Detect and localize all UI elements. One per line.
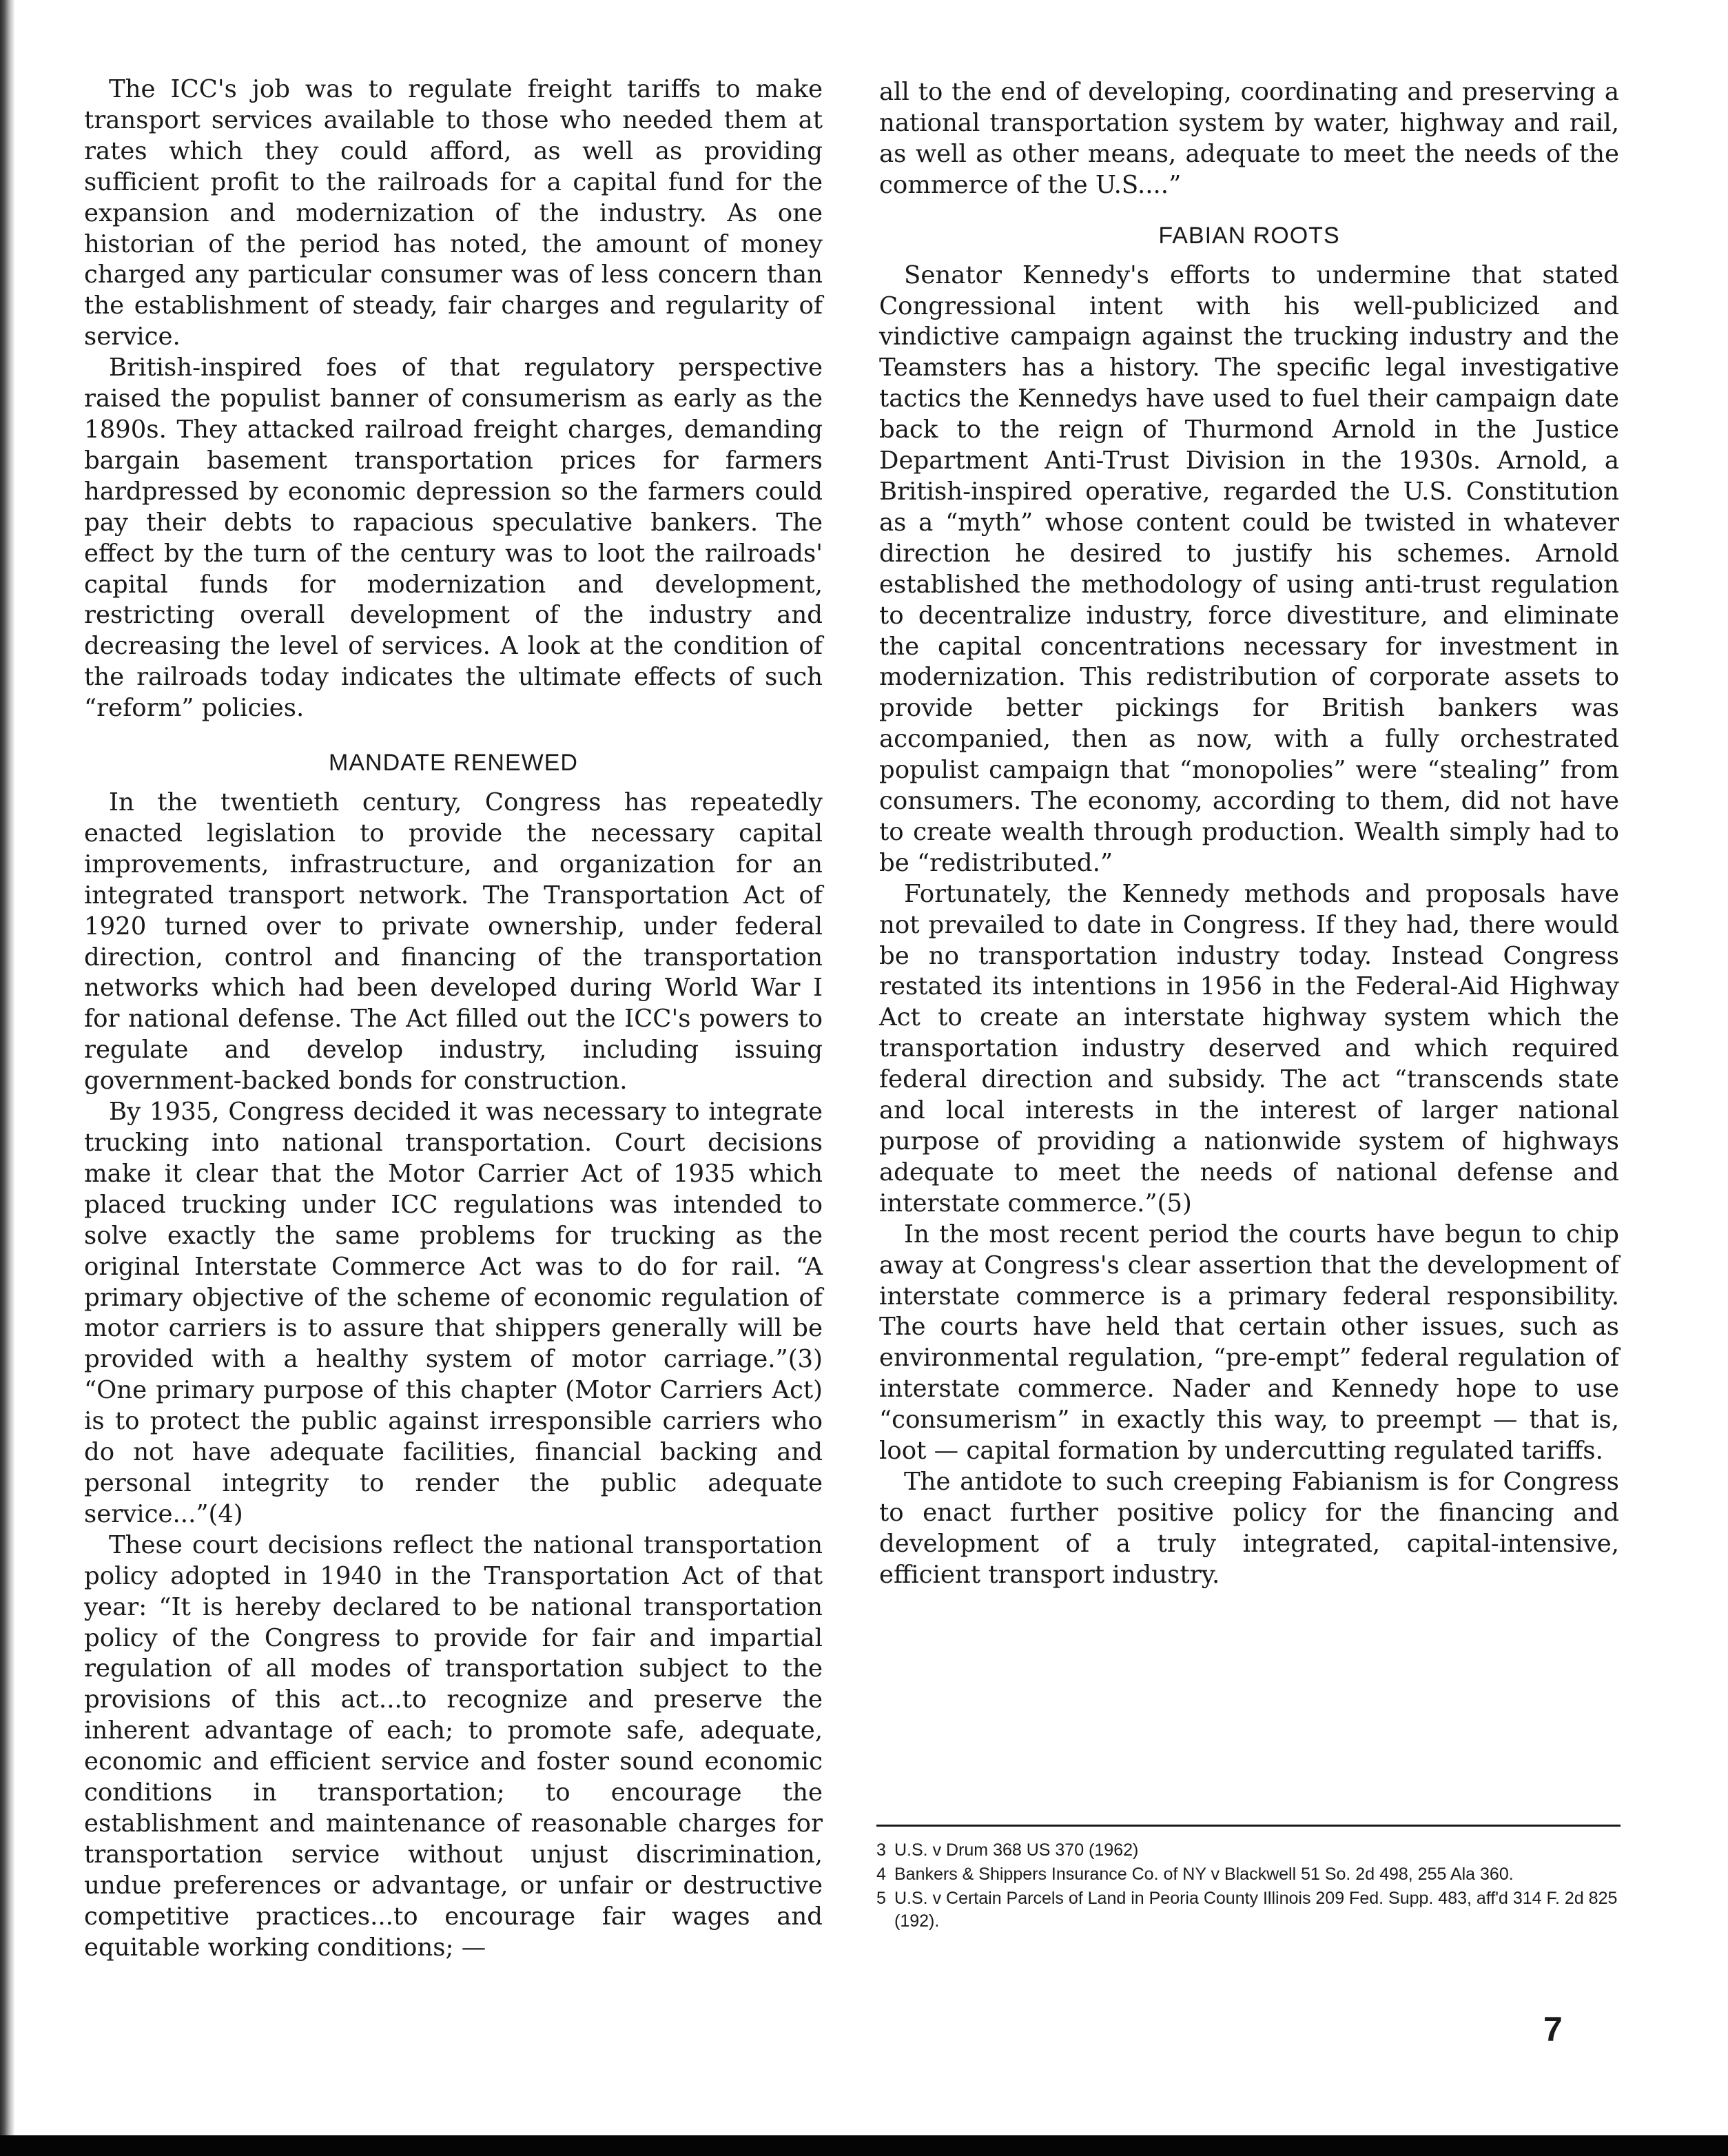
footnote-text: U.S. v Drum 368 US 370 (1962) xyxy=(894,1840,1139,1860)
right-paragraph-2: Senator Kennedy's efforts to undermine that stated Congressional intent with his well-publicized and vindictive campaign against the trucking industry and the Teamsters has a history. The specific legal investigative tactics the Kennedys have used to fuel their campaign date back to the reign of Thurmond Arnold in the Justice Department Anti-Trust Division in the 1930s. Arnold, a British-inspired operative, regarded the U.S. Constitution as a “myth” whose content could be twisted in whatever direction he desired to justify his schemes. Arnold established the methodology of using anti-trust regulation to decentralize industry, force divestiture, and eliminate the capital concentrations necessary for investment in modernization. This redistribution of corporate assets to provide better pickings for British bankers was accompanied, then as now, with a fully orchestrated populist campaign that “monopolies” were “stealing” from consumers. The economy, according to them, did not have to create wealth through production. Wealth simply had to be “redistributed.” xyxy=(879,260,1619,877)
right-column xyxy=(879,77,1619,1591)
page-number: 7 xyxy=(1543,2010,1563,2049)
left-paragraph-2: British-inspired foes of that regulatory perspective raised the populist banner of consumerism as early as the 1890s. They attacked railroad freight charges, demanding bargain basement transportation prices for farmers hardpressed by economic depression so the farmers could pay their debts to rapacious speculative bankers. The effect by the turn of the century was to loot the railroads' capital funds for modernization and development, restricting overall development of the industry and decreasing the level of services. A look at the condition of the railroads today indicates the ultimate effects of such “reform” policies. xyxy=(84,353,823,723)
footnote xyxy=(876,1863,1621,1886)
page-scan-edge xyxy=(0,0,15,2156)
footnote xyxy=(876,1887,1621,1933)
left-paragraph-4: By 1935, Congress decided it was necessary to integrate trucking into national transportation. Court decisions make it clear that the Motor Carrier Act of 1935 which placed trucking under ICC regulations was intended to solve exactly the same problems for trucking as the original Interstate Commerce Act was to do for rail. “A primary objective of the scheme of economic regulation of motor carriers is to assure that shippers generally will be provided with a healthy system of motor carriage.”(3) “One primary purpose of this chapter (Motor Carriers Act) is to protect the public against irresponsible carriers who do not have adequate facilities, financial backing and personal integrity to render the public adequate service...”(4) xyxy=(84,1098,823,1528)
right-paragraph-1: all to the end of developing, coordinating and preserving a national transportation system by water, highway and rail, as well as other means, adequate to meet the needs of the commerce of the U.S....” xyxy=(879,78,1619,199)
page-scan-bottom-edge xyxy=(0,2135,1728,2156)
footnote-number: 4 xyxy=(876,1865,886,1884)
footnote-text: Bankers & Shippers Insurance Co. of NY v Blackwell 51 So. 2d 498, 255 Ala 360. xyxy=(894,1865,1514,1884)
right-paragraph-4: In the most recent period the courts have begun to chip away at Congress's clear assertion that the development of interstate commerce is a primary federal responsibility. The courts have held that certain other issues, such as environmental regulation, “pre-empt” federal regulation of interstate commerce. Nader and Kennedy hope to use “consumerism” in exactly this way, to preempt — that is, loot — capital formation by undercutting regulated tariffs. xyxy=(879,1220,1619,1466)
footnote xyxy=(876,1839,1621,1862)
footnote-text: U.S. v Certain Parcels of Land in Peoria County Illinois 209 Fed. Supp. 483, aff'd 314 F. 2d 825 (192). xyxy=(894,1889,1618,1931)
left-column xyxy=(84,74,823,1963)
left-paragraph-5: These court decisions reflect the national transportation policy adopted in 1940 in the Transportation Act of that year: “It is hereby declared to be national transportation policy of the Congress to provide for fair and impartial regulation of all modes of transportation subject to the provisions of this act...to recognize and preserve the inherent advantage of each; to promote safe, adequate, economic and efficient service and foster sound economic conditions in transportation; to encourage the establishment and maintenance of reasonable charges for transportation service without unjust discrimination, undue preferences or advantage, or unfair or destructive competitive practices...to encourage fair wages and equitable working conditions; — xyxy=(84,1530,823,1962)
section-heading-mandate-renewed: MANDATE RENEWED xyxy=(329,750,578,777)
footnotes xyxy=(876,1825,1621,1934)
left-paragraph-3: In the twentieth century, Congress has repeatedly enacted legislation to provide the necessary capital improvements, infrastructure, and organization for an integrated transport network. The Transportation Act of 1920 turned over to private ownership, under federal direction, control and financing of the transportation networks which had been developed during World War I for national defense. The Act filled out the ICC's powers to regulate and develop industry, including issuing government-backed bonds for construction. xyxy=(84,788,823,1096)
right-paragraph-5: The antidote to such creeping Fabianism is for Congress to enact further positive policy for the financing and development of a truly integrated, capital-intensive, efficient transport industry. xyxy=(879,1467,1619,1589)
right-paragraph-3: Fortunately, the Kennedy methods and proposals have not prevailed to date in Congress. If they had, there would be no transportation industry today. Instead Congress restated its intentions in 1956 in the Federal-Aid Highway Act to create an interstate highway system which the transportation industry deserved and which required federal direction and subsidy. The act “transcends state and local interests in the interest of larger national purpose of providing a nationwide system of highways adequate to meet the needs of national defense and interstate commerce.”(5) xyxy=(879,879,1619,1218)
section-heading-fabian-roots: FABIAN ROOTS xyxy=(1158,222,1340,249)
footnote-number: 5 xyxy=(876,1889,886,1908)
left-paragraph-1: The ICC's job was to regulate freight tariffs to make transport services available to those who needed them at rates which they could afford, as well as providing sufficient profit to the railroads for a capital fund for the expansion and modernization of the industry. As one historian of the period has noted, the amount of money charged any particular consumer was of less concern than the establishment of steady, fair charges and regularity of service. xyxy=(84,75,823,351)
footnote-number: 3 xyxy=(876,1840,886,1860)
